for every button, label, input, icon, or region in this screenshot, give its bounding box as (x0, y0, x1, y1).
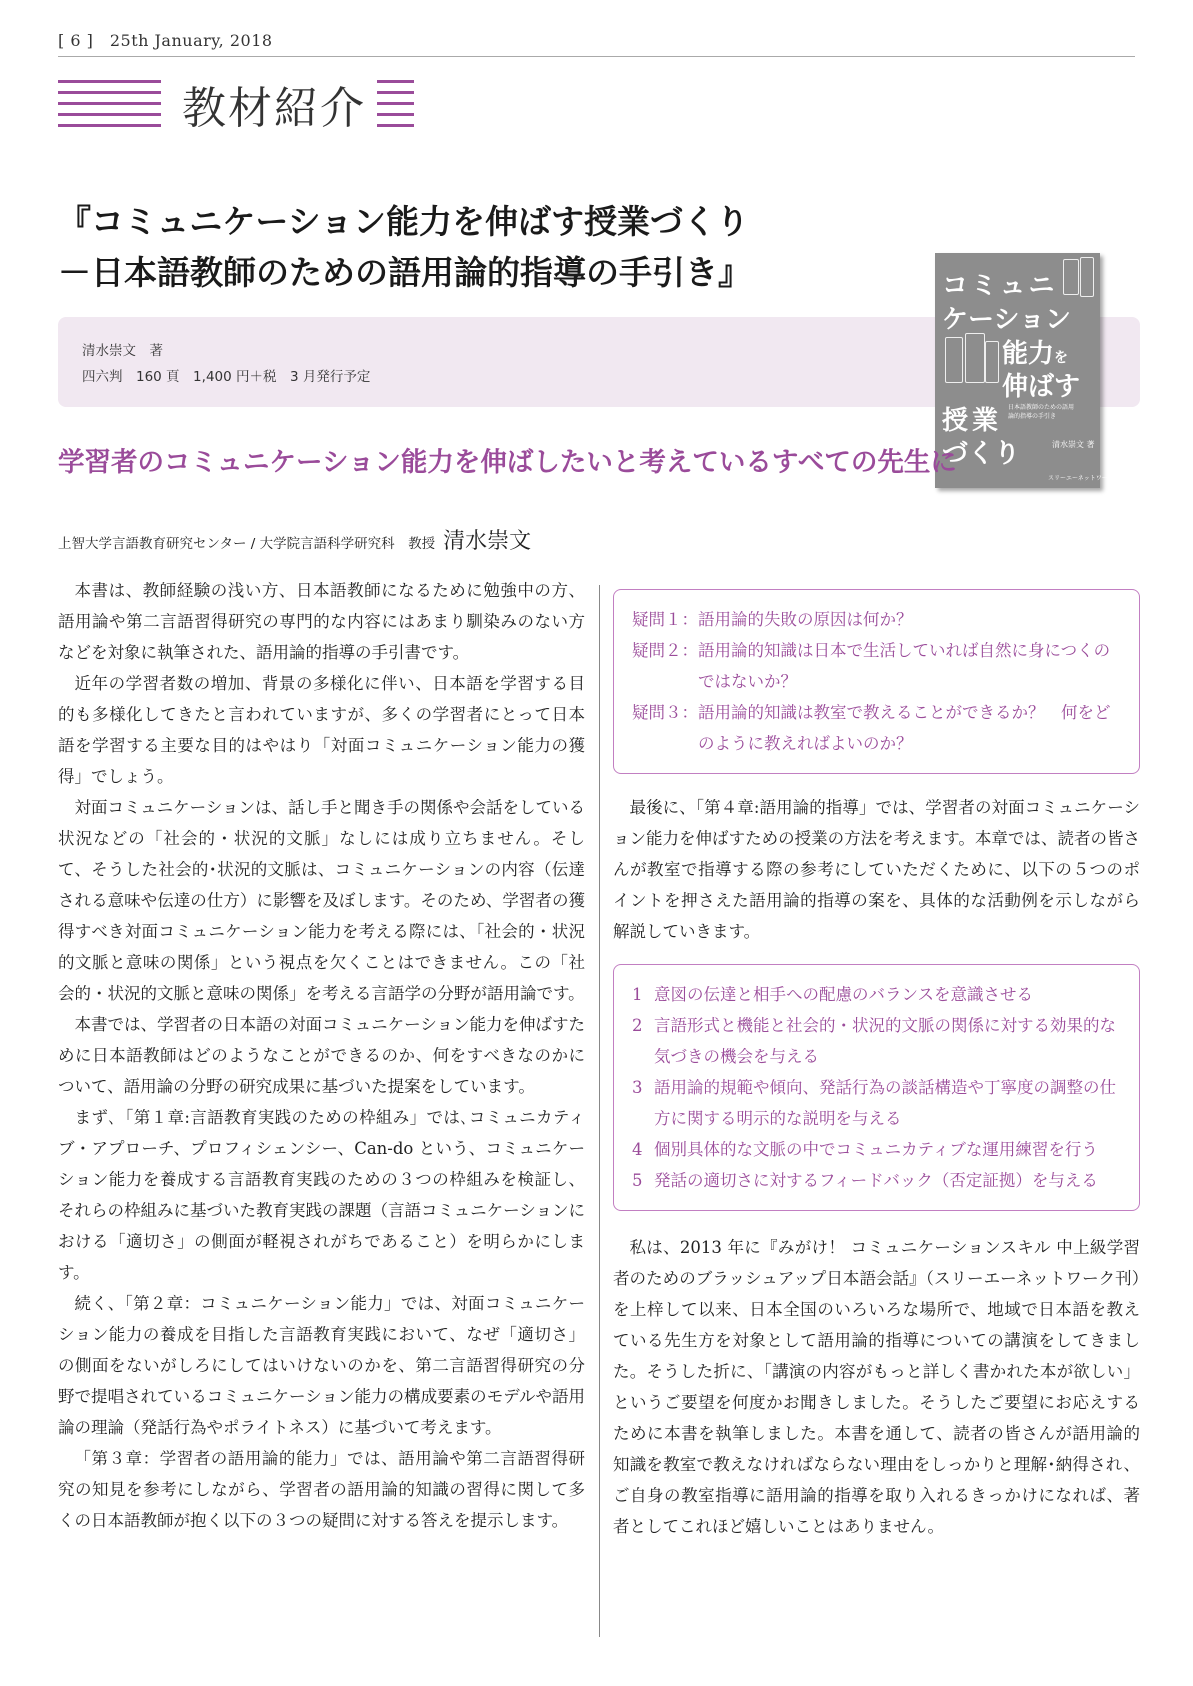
paragraph: 本書では、学習者の日本語の対面コミュニケーション能力を伸ばすために日本語教師はどのようなことができるのか、何をすべきなのかについて、語用論の分野の研究成果に基づいた提案をしています。 (58, 1015, 586, 1096)
points-box (613, 964, 1140, 1211)
point-item (632, 1072, 1123, 1134)
questions-box (613, 589, 1140, 774)
question-label: 疑問１： (632, 610, 698, 629)
paragraph: 私は、2013 年に『みがけ！ コミュニケーションスキル 中上級学習者のためのブラッシュアップ日本語会話』（スリーエーネットワーク刊）を上梓して以来、日本全国のいろいろな場所で、地域で日本語を教えている先生方を対象として語用論的指導についての講演をしてきました。そうした折に、「講演の内容がもっと詳しく書かれた本が欲しい」というご要望を何度かお聞きしました。そうしたご要望にお応えするために本書を執筆しました。本書を通して、読者の皆さんが語用論的知識を教室で教えなければならない理由をしっかりと理解･納得され、ご自身の教室指導に語用論的指導を取り入れるきっかけになれば、著者としてこれほど嬉しいことはありません。 (613, 1238, 1140, 1536)
section-title: 教材紹介 (182, 83, 366, 134)
question-item (632, 604, 1123, 635)
right-column-lower (613, 1232, 1140, 1542)
point-number: 3 (632, 1078, 643, 1097)
question-item (632, 635, 1123, 697)
point-number: 1 (632, 985, 643, 1004)
cover-title-line-5: 授業 (942, 406, 1003, 436)
cover-figure-icon (945, 337, 963, 383)
cover-title-line-6: づくり (942, 439, 1021, 469)
book-spec: 四六判 160 頁 1,400 円＋税 3 月発行予定 (82, 369, 371, 385)
paragraph: 対面コミュニケーションは、話し手と聞き手の関係や会話をしている状況などの「社会的・状況的文脈」なしには成り立ちません。そして、そうした社会的･状況的文脈は、コミュニケーションの内容（伝達される意味や伝達の仕方）に影響を及ぼします。そのため、学習者の獲得すべき対面コミュニケーション能力を考える際には、「社会的・状況的文脈と意味の関係」という視点を欠くことはできません。この「社会的・状況的文脈と意味の関係」を考える言語学の分野が語用論です。 (58, 798, 586, 1003)
book-cover-image (935, 253, 1114, 488)
cover-subtitle: 日本語教師のための語用論的指導の手引き (1008, 404, 1075, 420)
cover-figure-icon (1080, 257, 1094, 297)
paragraph: まず､「第１章:言語教育実践のための枠組み」では､コミュニカティブ・アプローチ、プロフィシェンシー、Can-do という、コミュニケーション能力を養成する言語教育実践のための３つの枠組みを検証し、それらの枠組みに基づいた教育実践の課題（言語コミュニケーションにおける「適切さ」の側面が軽視されがちであること）を明らかにします。 (58, 1108, 586, 1282)
question-text: 語用論的失敗の原因は何か？ (698, 610, 913, 629)
cover-figure-icon (985, 341, 999, 383)
paragraph: 最後に、「第４章:語用論的指導」では、学習者の対面コミュニケーション能力を伸ばすための授業の方法を考えます。本章では、読者の皆さんが教室で指導する際の参考にしていただくために、以下の５つのポイントを押さえた語用論的指導の案を、具体的な活動例を示しながら解説していきます。 (613, 798, 1140, 941)
cover-title-line-3-small: を (1054, 350, 1069, 366)
book-info (82, 338, 370, 390)
cover-title-line-3-main: 能力 (1002, 339, 1055, 369)
question-text: 語用論的知識は教室で教えることができるか？ 何をどのように教えればよいのか？ (698, 703, 1111, 753)
cover-figure-icon (965, 333, 985, 383)
book-title-line-2: －日本語教師のための語用論的指導の手引き』 (58, 253, 751, 292)
cover-title-line-2: ケーション (942, 305, 1071, 335)
point-number: 4 (632, 1140, 643, 1159)
point-text: 個別具体的な文脈の中でコミュニカティブな運用練習を行う (654, 1140, 1098, 1159)
question-label: 疑問２： (632, 641, 698, 660)
point-text: 言語形式と機能と社会的・状況的文脈の関係に対する効果的な気づきの機会を与える (654, 1016, 1116, 1066)
book-title (58, 196, 751, 298)
page-header: [ 6 ] 25th January, 2018 (58, 31, 273, 50)
question-text: 語用論的知識は日本で生活していれば自然に身につくのではないか？ (698, 641, 1111, 691)
book-author: 清水崇文 著 (82, 343, 163, 359)
point-text: 意図の伝達と相手への配慮のバランスを意識させる (654, 985, 1034, 1004)
point-item (632, 979, 1123, 1010)
right-column-upper (613, 792, 1140, 947)
author-name: 清水崇文 (443, 529, 532, 554)
affiliation-org: 上智大学言語教育研究センター / 大学院言語科学研究科 教授 (58, 536, 436, 552)
left-column (58, 575, 585, 1536)
cover-figure-icon (1063, 259, 1079, 295)
point-item (632, 1165, 1123, 1196)
question-label: 疑問３： (632, 703, 698, 722)
point-item (632, 1010, 1123, 1072)
section-stripes-left (58, 80, 161, 127)
point-item (632, 1134, 1123, 1165)
column-divider (599, 585, 600, 1637)
cover-title-line-4: 伸ばす (1002, 372, 1081, 402)
cover-title-line-3 (1002, 333, 1068, 370)
paragraph: 「第３章：学習者の語用論的能力」では、語用論や第二言語習得研究の知見を参考にしながら、学習者の語用論的知識の習得に関して多くの日本語教師が抱く以下の３つの疑問に対する答えを提示します。 (58, 1449, 585, 1530)
header-rule (58, 56, 1135, 57)
point-text: 語用論的規範や傾向、発話行為の談話構造や丁寧度の調整の仕方に関する明示的な説明を与える (654, 1078, 1116, 1128)
cover-author: 清水崇文 著 (1052, 440, 1095, 449)
paragraph: 本書は、教師経験の浅い方、日本語教師になるために勉強中の方、語用論や第二言語習得研究の専門的な内容にはあまり馴染みのない方などを対象に執筆された、語用論的指導の手引書です。 (58, 581, 585, 662)
paragraph: 続く、「第２章：コミュニケーション能力」では、対面コミュニケーション能力の養成を目指した言語教育実践において、なぜ「適切さ」の側面をないがしろにしてはいけないのかを、第二言語習得研究の分野で提唱されているコミュニケーション能力の構成要素のモデルや語用論の理論（発話行為やポライトネス）に基づいて考えます。 (58, 1294, 585, 1437)
point-number: 2 (632, 1016, 643, 1035)
section-stripes-right (377, 80, 414, 127)
question-item (632, 697, 1123, 759)
author-affiliation (58, 524, 531, 555)
point-number: 5 (632, 1171, 643, 1190)
article-subtitle: 学習者のコミュニケーション能力を伸ばしたいと考えているすべての先生に (58, 447, 957, 478)
book-title-line-1: 『コミュニケーション能力を伸ばす授業づくり (58, 202, 750, 241)
point-text: 発話の適切さに対するフィードバック（否定証拠）を与える (654, 1171, 1098, 1190)
cover-publisher: スリーエーネットワーク (1048, 475, 1114, 482)
paragraph: 近年の学習者数の増加、背景の多様化に伴い、日本語を学習する目的も多様化してきたと言われていますが、多くの学習者にとって日本語を学習する主要な目的はやはり「対面コミュニケーション能力の獲得」でしょう。 (58, 674, 586, 786)
cover-title-line-1: コミュニ (942, 271, 1058, 301)
